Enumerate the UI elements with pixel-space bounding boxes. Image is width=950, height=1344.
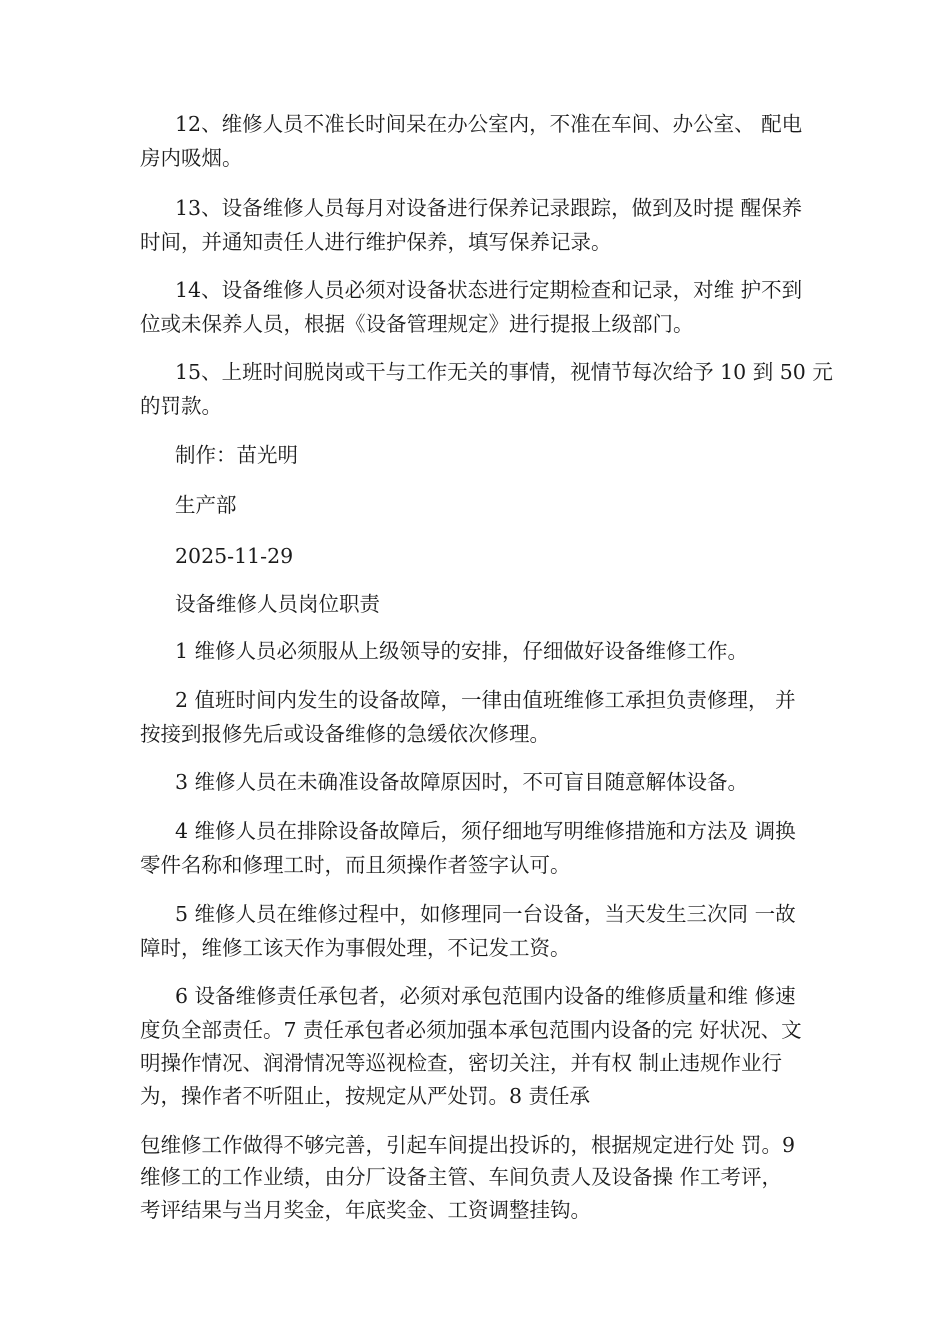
rule-13-line-2: 时间，并通知责任人进行维护保养，填写保养记录。 — [140, 230, 612, 254]
duty-5-line-2: 障时，维修工该天作为事假处理，不记发工资。 — [140, 936, 571, 960]
duty-4-line-2: 零件名称和修理工时，而且须操作者签字认可。 — [140, 853, 571, 877]
rule-14-line-2: 位或未保养人员，根据《设备管理规定》进行提报上级部门。 — [140, 312, 694, 336]
duty-6-line-1: 6 设备维修责任承包者，必须对承包范围内设备的维修质量和维 修速 — [175, 984, 796, 1008]
rule-15-line-2: 的罚款。 — [140, 394, 222, 418]
duty-4-line-1: 4 维修人员在排除设备故障后，须仔细地写明维修措施和方法及 调换 — [175, 819, 796, 843]
duty-2-line-2: 按接到报修先后或设备维修的急缓依次修理。 — [140, 722, 550, 746]
rule-12-line-1: 12、维修人员不准长时间呆在办公室内，不准在车间、办公室、 配电 — [175, 112, 803, 136]
rule-14-line-1: 14、设备维修人员必须对设备状态进行定期检查和记录，对维 护不到 — [175, 278, 803, 302]
department-line: 生产部 — [175, 493, 237, 517]
duty-6-line-3: 明操作情况、润滑情况等巡视检查，密切关注，并有权 制止违规作业行 — [140, 1051, 783, 1075]
duty-8-line-2: 维修工的工作业绩，由分厂设备主管、车间负责人及设备操 作工考评， — [140, 1165, 783, 1189]
date-line: 2025-11-29 — [175, 544, 294, 568]
rule-15-line-1: 15、上班时间脱岗或干与工作无关的事情，视情节每次给予 10 到 50 元 — [175, 360, 833, 384]
duty-8-line-1: 包维修工作做得不够完善，引起车间提出投诉的，根据规定进行处 罚。9 — [140, 1133, 796, 1157]
duty-2-line-1: 2 值班时间内发生的设备故障，一律由值班维修工承担负责修理， 并 — [175, 688, 796, 712]
duty-3-line: 3 维修人员在未确准设备故障原因时，不可盲目随意解体设备。 — [175, 770, 749, 794]
rule-13-line-1: 13、设备维修人员每月对设备进行保养记录跟踪，做到及时提 醒保养 — [175, 196, 803, 220]
duty-5-line-1: 5 维修人员在维修过程中，如修理同一台设备，当天发生三次同 一故 — [175, 902, 796, 926]
section-title: 设备维修人员岗位职责 — [175, 592, 380, 616]
duty-1-line: 1 维修人员必须服从上级领导的安排，仔细做好设备维修工作。 — [175, 639, 749, 663]
rule-12-line-2: 房内吸烟。 — [140, 146, 243, 170]
duty-6-line-4: 为，操作者不听阻止，按规定从严处罚。8 责任承 — [140, 1084, 591, 1108]
duty-6-line-2: 度负全部责任。7 责任承包者必须加强本承包范围内设备的完 好状况、文 — [140, 1018, 802, 1042]
duty-8-line-3: 考评结果与当月奖金，年底奖金、工资调整挂钩。 — [140, 1198, 591, 1222]
author-line: 制作：苗光明 — [175, 443, 298, 467]
